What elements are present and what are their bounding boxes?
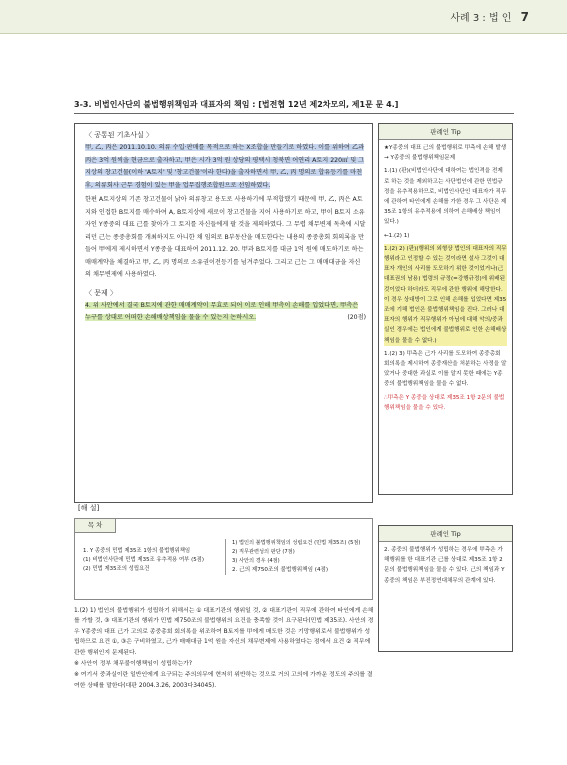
answer-paragraph: 1.(2) 1) 법인의 불법행위가 성립하기 위해서는 ① 대표기관의 행위일 것, ② 대표기관이 직무에 관하여 타인에게 손해를 가할 것, ③ 대표기관의 행위가 민법 제750조의 불법행위의 요건을 충족할 것이 요구된다(민법 제35조). 사안의 경우 Y종중의 대표 己가 고의로 종중총회 회의록을 위조하여 B토지를 甲에게 매도한 것은 기망행위로서 불법행위가 성립하므로 요건 ①, ③은 구비하였고, 己가 매매대금 1억 원을 자신의 채무변제에 사용하였다는 점에서 요건 ② 직무에 관한 행위인지 문제된다. xyxy=(74,608,374,656)
answer-paragraph: ※ 사안이 정부 채무불이행책임이 성립하는가? xyxy=(74,661,192,668)
toc-tag: 목 차 xyxy=(75,519,116,533)
chapter-title: 사례 3 : 법 인 xyxy=(450,13,512,24)
toc-left xyxy=(83,547,219,574)
toc-right xyxy=(225,539,374,575)
toc-item: 2. 己의 제750조의 불법행위책임 (4점) xyxy=(232,567,329,573)
header-label xyxy=(450,9,529,24)
tip1-line: 1.(1) (판)(비법인사단에 대하여는 법인격을 전제로 하는 것을 제외하고는 사단법인에 관한 민법규정을 유추적용하므로, 비법인사단인 대표자가 직무에 관하여 타인에게 손해를 가한 경우 그 사단은 제35조 1항의 유추적용에 의하여 손해배상 책임이 있다.) xyxy=(384,168,507,226)
facts-text-2: 한편 A토지상의 기존 창고건물이 낡아 의류창고 용도로 사용하기에 부적합했기 때문에 甲, 乙, 丙은 A토지와 인접한 B토지를 매수하여 A, B토지상에 새로이 창고건물을 지어 사용하기로 하고, 甲이 B토지 소유자인 Y종중의 대표 己를 찾아가 그 토지를 자신들에게 팔 것을 제의하였다. 그 무렵 채무변제 독촉에 시달리던 己는 종중총회를 개최하지도 아니한 채 임의로 B부동산을 매도한다는 내용의 종중총회 회의록을 만들어 甲에게 제시하면서 Y종중을 대표하여 2011.12. 20. 甲과 B토지를 대금 1억 원에 매도하기로 하는 매매계약을 체결하고 甲, 乙, 丙 명의로 소유권이전등기를 넘겨주었다. 그리고 己는 그 매매대금을 자신의 채무변제에 사용하였다. xyxy=(85,196,366,278)
facts-heading: 〈 공통된 기초사실 〉 xyxy=(85,131,154,139)
tip-body-1 xyxy=(379,140,512,419)
tip1-line: 1.(2) 2) (판)(행위의 외형상 법인의 대표자의 직무행위라고 인정할 수 있는 것이라면 설사 그것이 대표자 개인의 사리를 도모하기 위한 것이었거나(己 대표권의 남용) 법령의 규정(=강행규정)에 위배된 것이었다 하더라도 직무에 관한 행위에 해당한다. 이 경우 상대방이 그로 인해 손해를 입었다면 제35조에 기해 법인은 불법행위책임을 진다. 그러나 대표자의 행위가 직무행위가 아님에 대해 악의/중과실인 경우에는 법인에게 불법행위로 인한 손해배상책임을 물을 수 없다.) xyxy=(384,244,507,346)
tip2-line: 2. 종중의 불법행위가 성립하는 경우에 甲측은 가해행위를 한 대표기관 己를 상대로 제35조 1항 2문의 불법행위책임을 물을 수 있다. 己의 책임과 Y 종중의 책임은 부진정연대채무의 관계에 있다. xyxy=(384,547,505,584)
toc-box xyxy=(74,518,373,600)
tip-title-1: 판례인 Tip xyxy=(379,124,512,140)
facts-box xyxy=(74,123,373,503)
facts-text-1: 甲, 乙, 丙은 2011.10.10. 의류 수입·판매를 목적으로 하는 X조합을 만들기로 하였다. 이를 위하여 乙과 丙은 3억 원씩을 현금으로 출자하고, 甲은 시가 3억 원 상당의 평택시 청북면 어연리 A토지 220㎡ 및 그 지상의 창고건물(이하 'A토지' 및 '창고건물'이라 한다)을 출자하면서 甲, 乙, 丙 명의로 합유등기를 마친 후, 의류회사 근무 경험이 있는 甲을 업무집행조합원으로 선임하였다. xyxy=(85,144,365,189)
question-text xyxy=(85,300,366,325)
page-header xyxy=(0,0,567,34)
solution-label: [해 설] xyxy=(78,504,100,512)
tip1-line: 1.(2) 3) 甲측은 己가 사리를 도모하여 종중총회 회의록을 제시하여 종중재산을 처분하는 사정을 알았거나 중대한 과실로 이를 알지 못한 때에는 Y종중의 불법행위책임을 물을 수 없다. xyxy=(384,350,507,388)
tip-title-2: 판례인 Tip xyxy=(379,526,512,542)
tip-body-2 xyxy=(379,542,512,592)
toc-item: (1) 비법인사단에 민법 제35조 유추적용 여부 (5점) xyxy=(83,557,204,563)
toc-item: 1. Y 종중의 민법 제35조 1항의 불법행위책임 xyxy=(83,548,191,554)
toc-item: 3) 사안의 경우 (4점) xyxy=(232,558,280,564)
page-number: 7 xyxy=(520,10,529,24)
tip-box-2 xyxy=(378,525,513,652)
toc-item: 2) 직무관련성의 판단 (7점) xyxy=(232,549,295,555)
toc-item: (2) 민법 제35조의 성립요건 xyxy=(83,566,150,572)
section-divider xyxy=(74,113,514,114)
answer-section xyxy=(74,606,374,692)
answer-paragraph: ※ 여기서 중과실이란 일반인에게 요구되는 주의의무에 현저히 위반하는 것으로 거의 고의에 가까운 정도의 주의를 결여한 상태를 말한다(대판 2004.3.26, 2003다34045). xyxy=(74,672,373,689)
tip1-line: ←1.(2) 1) xyxy=(384,232,410,239)
tip1-line: ★Y종중의 대표 己의 불법행위로 甲측에 손해 발생 → Y종중의 불법행위책임문제 xyxy=(384,145,507,162)
question-body: 4. 위 사안에서 결국 B토지에 관한 매매계약이 무효로 되어 이로 인해 甲측이 손해를 입었다면, 甲측은 누구를 상대로 어떠한 손해배상책임을 물을 수 있는지 논하시오. xyxy=(85,301,359,321)
tip1-line: ∴甲측은 Y 종중을 상대로 제35조 1항 2문의 불법행위책임을 물을 수 있다. xyxy=(384,394,505,411)
tip-box-1 xyxy=(378,123,513,495)
facts-paragraph-2 xyxy=(85,194,366,282)
toc-item: 1) 법인의 불법행위책임의 성립요건 (민법 제35조) (5점) xyxy=(232,540,361,546)
facts-paragraph-1 xyxy=(85,142,366,192)
section-title: 3-3. 비법인사단의 불법행위책임과 대표자의 책임 : [법전협 12년 제2차모의, 제1문 문 4.] xyxy=(74,100,399,109)
question-score: (20점) xyxy=(347,314,366,321)
question-heading: 〈 문제 〉 xyxy=(85,288,117,297)
